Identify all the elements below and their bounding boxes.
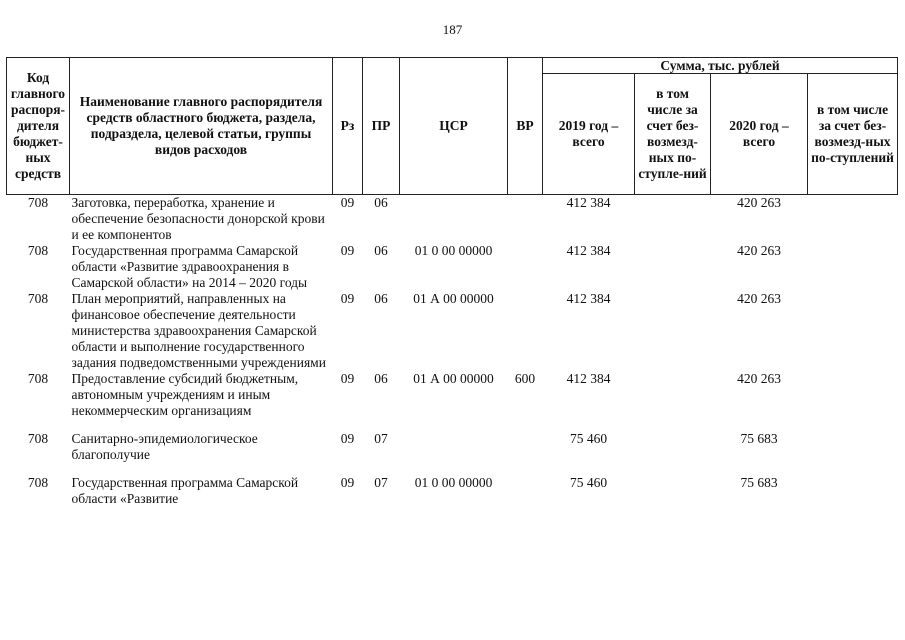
cell-name: Государственная программа Самарской области «Развитие здравоохранения в Самарской области» на 2014 – 2020 годы: [71, 243, 308, 290]
cell-code: 708: [27, 475, 49, 490]
cell-pr: 06: [374, 243, 388, 258]
header-vr: ВР: [508, 58, 543, 195]
cell-2019-free: [635, 195, 711, 244]
header-sum-group: Сумма, тыс. рублей: [543, 58, 898, 74]
cell-name: План мероприятий, направленных на финансовое обеспечение деятельности министерства здравоохранения Самарской области и выполнение государственного задания подведомственными учреждениями: [71, 291, 326, 370]
cell-pr: 06: [374, 371, 388, 386]
cell-rz: 09: [340, 195, 355, 210]
header-2020-free: в том числе за счет без-возмезд-ных по-ступлений: [808, 74, 898, 195]
cell-2020-total: 420 263: [737, 371, 781, 386]
page-number: 187: [442, 22, 463, 37]
cell-code: 708: [27, 243, 49, 258]
cell-name: Предоставление субсидий бюджетным, автономным учреждениям и иным некоммерческим организациям: [71, 371, 299, 418]
cell-2019-free: [635, 371, 711, 419]
cell-2019-free: [635, 243, 711, 291]
cell-vr: [508, 419, 543, 463]
cell-csr: 01 А 00 00000: [413, 291, 494, 306]
cell-rz: 09: [340, 371, 355, 386]
cell-2020-total: 420 263: [737, 195, 781, 210]
table-row: [7, 371, 898, 419]
header-csr: ЦСР: [400, 58, 508, 195]
cell-name: Заготовка, переработка, хранение и обеспечение безопасности донорской крови и ее компонентов: [71, 195, 325, 242]
header-rz: Рз: [333, 58, 363, 195]
cell-csr: [400, 419, 508, 463]
header-pr: ПР: [363, 58, 400, 195]
cell-2020-free: [808, 371, 898, 419]
cell-name: Государственная программа Самарской области «Развитие: [71, 475, 299, 506]
cell-code: 708: [27, 195, 49, 210]
cell-2020-free: [808, 243, 898, 291]
cell-csr: 01 0 00 00000: [414, 475, 493, 490]
cell-2019-free: [635, 463, 711, 507]
header-name: Наименование главного распорядителя средств областного бюджета, раздела, подраздела, целевой статьи, группы видов расходов: [70, 58, 333, 195]
cell-vr: [508, 243, 543, 291]
cell-pr: 07: [374, 475, 388, 490]
cell-2019-total: 412 384: [566, 371, 611, 386]
cell-2019-total: 75 460: [569, 475, 608, 490]
header-code: Код главного распоря-дителя бюджет-ных средств: [7, 58, 70, 195]
cell-2020-total: 75 683: [740, 475, 778, 490]
cell-name: Санитарно-эпидемиологическое благополучие: [71, 431, 258, 462]
cell-2019-total: 412 384: [566, 291, 611, 306]
budget-table: [6, 57, 898, 507]
cell-2019-free: [635, 419, 711, 463]
cell-rz: 09: [340, 291, 355, 306]
cell-2020-free: [808, 195, 898, 244]
cell-vr: 600: [514, 371, 536, 386]
table-header: [7, 58, 898, 195]
header-2020-total: 2020 год – всего: [711, 74, 808, 195]
cell-rz: 09: [340, 475, 355, 490]
cell-2020-free: [808, 463, 898, 507]
cell-code: 708: [27, 431, 49, 446]
table-row: [7, 291, 898, 371]
cell-rz: 09: [340, 243, 355, 258]
cell-vr: [508, 195, 543, 244]
cell-csr: 01 0 00 00000: [414, 243, 493, 258]
table-row: [7, 243, 898, 291]
cell-code: 708: [27, 371, 49, 386]
cell-vr: [508, 291, 543, 371]
cell-pr: 06: [374, 291, 388, 306]
cell-csr: 01 А 00 00000: [413, 371, 494, 386]
table-row: [7, 419, 898, 463]
cell-2019-free: [635, 291, 711, 371]
cell-pr: 07: [374, 431, 388, 446]
cell-rz: 09: [340, 431, 355, 446]
cell-2020-total: 420 263: [737, 291, 781, 306]
cell-code: 708: [27, 291, 49, 306]
cell-2019-total: 412 384: [566, 243, 611, 258]
cell-2019-total: 75 460: [569, 431, 608, 446]
cell-2020-total: 420 263: [737, 243, 781, 258]
header-2019-free: в том числе за счет без-возмезд-ных по-ступле-ний: [635, 74, 711, 195]
table-row: [7, 195, 898, 244]
cell-2020-free: [808, 291, 898, 371]
cell-2019-total: 412 384: [566, 195, 611, 210]
table-row: [7, 463, 898, 507]
cell-pr: 06: [374, 195, 388, 210]
table-body: [7, 195, 898, 508]
cell-csr: [400, 195, 508, 244]
cell-2020-free: [808, 419, 898, 463]
cell-vr: [508, 463, 543, 507]
cell-2020-total: 75 683: [740, 431, 778, 446]
header-2019-total: 2019 год – всего: [543, 74, 635, 195]
